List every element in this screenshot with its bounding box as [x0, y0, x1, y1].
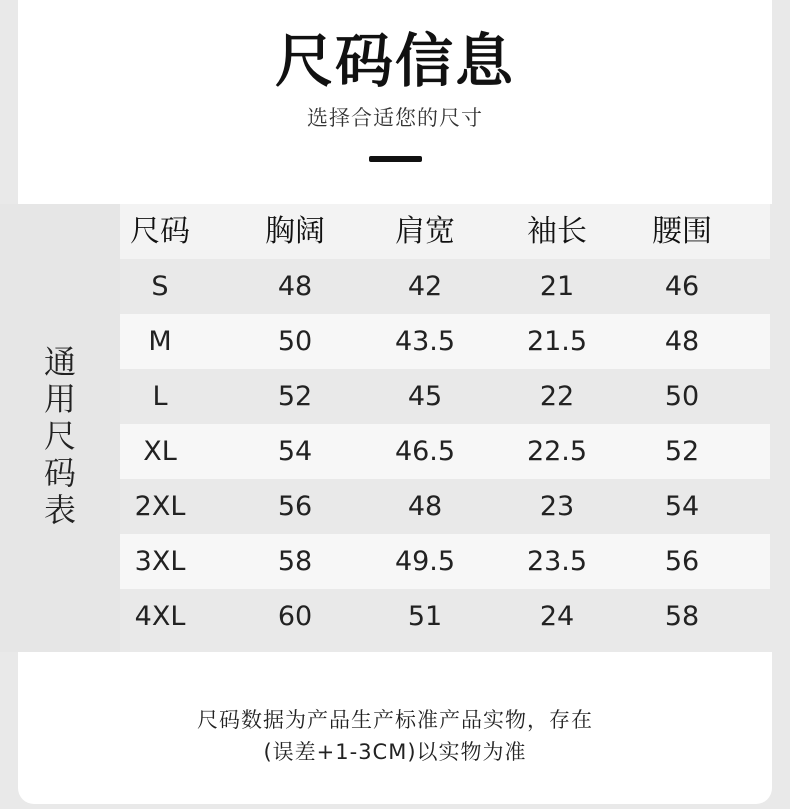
table-row: [120, 479, 770, 534]
table-row: [120, 314, 770, 369]
table-row: [120, 259, 770, 314]
measurement-cell: 48: [407, 491, 443, 522]
size-cell: M: [148, 326, 172, 357]
measurement-cell: 48: [277, 271, 313, 302]
table-row: [120, 589, 770, 644]
measurement-cell: 54: [664, 491, 700, 522]
footer-line-1: 尺码数据为产品生产标准产品实物，存在: [197, 708, 593, 732]
side-label-char: 表: [43, 491, 76, 529]
measurement-cell: 45: [407, 381, 443, 412]
table-row: [120, 534, 770, 589]
size-cell: S: [151, 271, 169, 302]
side-label-char: 尺: [43, 417, 76, 455]
measurement-cell: 54: [277, 436, 313, 467]
page-subtitle: 选择合适您的尺寸: [307, 106, 483, 130]
measurement-cell: 52: [277, 381, 313, 412]
footer-note: [0, 704, 790, 768]
column-header: 尺码: [130, 214, 190, 249]
side-label-char: 通: [43, 343, 76, 381]
size-cell: 3XL: [134, 546, 186, 577]
size-cell: 4XL: [134, 601, 186, 632]
size-cell: L: [152, 381, 168, 412]
measurement-cell: 51: [407, 601, 443, 632]
side-label-char: 码: [43, 454, 76, 492]
measurement-cell: 48: [664, 326, 700, 357]
side-label-text: [40, 344, 80, 529]
column-header: 肩宽: [395, 214, 455, 249]
footer-line-2: (误差+1-3CM)以实物为准: [263, 740, 527, 764]
measurement-cell: 24: [539, 601, 575, 632]
page-title: 尺码信息: [274, 27, 515, 95]
side-label-char: 用: [43, 380, 76, 418]
measurement-cell: 21.5: [526, 326, 588, 357]
side-label-panel: [0, 204, 120, 652]
column-header: 袖长: [527, 214, 587, 249]
measurement-cell: 23: [539, 491, 575, 522]
measurement-cell: 56: [277, 491, 313, 522]
measurement-cell: 46.5: [394, 436, 456, 467]
title-divider: [369, 156, 422, 162]
measurement-cell: 42: [407, 271, 443, 302]
measurement-cell: 56: [664, 546, 700, 577]
measurement-cell: 50: [664, 381, 700, 412]
measurement-cell: 21: [539, 271, 575, 302]
measurement-cell: 23.5: [526, 546, 588, 577]
measurement-cell: 50: [277, 326, 313, 357]
measurement-cell: 49.5: [394, 546, 456, 577]
measurement-cell: 58: [664, 601, 700, 632]
measurement-cell: 22.5: [526, 436, 588, 467]
measurement-cell: 58: [277, 546, 313, 577]
measurement-cell: 60: [277, 601, 313, 632]
column-header: 腰围: [652, 214, 712, 249]
measurement-cell: 52: [664, 436, 700, 467]
table-row: [120, 369, 770, 424]
measurement-cell: 46: [664, 271, 700, 302]
table-row: [120, 424, 770, 479]
size-table: [0, 204, 790, 652]
measurement-cell: 43.5: [394, 326, 456, 357]
table-header-row: [120, 204, 770, 259]
size-cell: 2XL: [134, 491, 186, 522]
column-header: 胸阔: [265, 214, 325, 249]
measurement-cell: 22: [539, 381, 575, 412]
size-cell: XL: [143, 436, 177, 467]
